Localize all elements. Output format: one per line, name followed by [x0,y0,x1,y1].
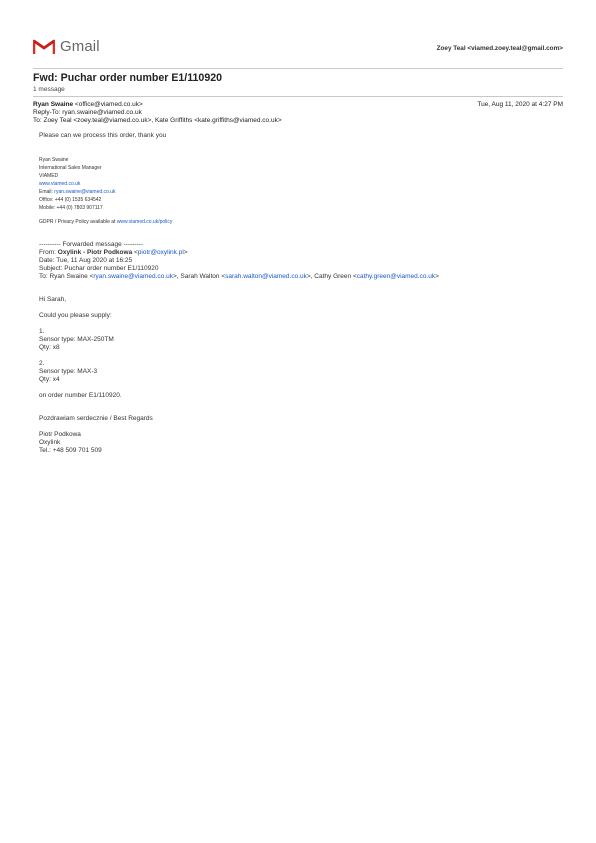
order-note: on order number E1/110920. [39,392,122,399]
signature-email-label: Email: [39,189,55,195]
gdpr-link[interactable]: www.viamed.co.uk/policy [116,219,173,225]
forward-to-sep-1: >, Sarah Walton < [172,273,226,280]
sign-company: Oxylink [39,439,61,446]
forward-sender-name: Oxylink - Piotr Podkowa [57,249,133,256]
item-1-type: Sensor type: MAX-250TM [39,336,114,343]
forward-to-label: To: Ryan Swaine < [39,273,94,280]
gdpr-label: GDPR / Privacy Policy available at [39,219,117,225]
intro-text: Please can we process this order, thank you [39,132,167,139]
forward-to-link-3[interactable]: cathy.green@viamed.co.uk [356,273,436,280]
greeting: Hi Sarah, [39,296,67,303]
sign-name: Piotr Podkowa [39,431,81,438]
gmail-logo [33,38,100,55]
forward-separator: ---------- Forwarded message --------- [39,241,143,248]
forward-bracket-close: > [183,249,188,256]
regards: Pozdrawiam serdecznie / Best Regards [39,415,153,422]
thread-subject: Fwd: Puchar order number E1/110920 [33,72,222,84]
gmail-m-icon [33,38,55,55]
signature-company: VIAMED [39,173,59,179]
recipients: To: Zoey Teal <zoey.teal@viamed.co.uk>, Kate Griffiths <kate.griffiths@viamed.co.uk> [33,117,282,124]
request-text: Could you please supply: [39,312,112,319]
sender-name: Ryan Swaine [33,101,74,108]
sender-email: <office@viamed.co.uk> [74,101,143,108]
item-2-number: 2. [39,360,45,367]
message-from [33,101,143,108]
forward-sender-email-link[interactable]: piotr@oxylink.pl [137,249,184,256]
thread-divider [33,96,563,97]
sign-tel: Tel.: +48 509 701 509 [39,447,102,454]
header-divider [33,68,563,69]
signature-name: Ryan Swaine [39,157,69,163]
forward-bracket-open: < [132,249,138,256]
item-2-type: Sensor type: MAX-3 [39,368,98,375]
forward-subject: Subject: Puchar order number E1/110920 [39,265,159,272]
forward-date: Date: Tue, 11 Aug 2020 at 16:25 [39,257,133,264]
signature-title: International Sales Manager [39,165,102,171]
signature-website-link[interactable]: www.viamed.co.uk [39,181,81,187]
signature-email-link[interactable]: ryan.swaine@viamed.co.uk [54,189,116,195]
item-1-qty: Qty: x8 [39,344,60,351]
signature-email [39,189,116,195]
forward-to-link-2[interactable]: sarah.walton@viamed.co.uk [225,273,307,280]
gdpr-notice [39,219,172,225]
reply-to: Reply-To: ryan.swaine@viamed.co.uk [33,109,142,116]
account-label: Zoey Teal <viamed.zoey.teal@gmail.com> [436,45,563,52]
forward-to-end: > [435,273,439,280]
forward-to-link-1[interactable]: ryan.swaine@viamed.co.uk [93,273,173,280]
signature-mobile: Mobile: +44 (0) 7803 907117 [39,205,103,211]
signature-office: Office: +44 (0) 1535 634542 [39,197,102,203]
gmail-wordmark: Gmail [60,38,100,55]
forward-to [39,273,439,280]
message-date: Tue, Aug 11, 2020 at 4:27 PM [477,101,563,108]
forward-from [39,249,188,256]
item-2-qty: Qty: x4 [39,376,60,383]
forward-to-sep-2: >, Cathy Green < [306,273,357,280]
item-1-number: 1. [39,328,45,335]
forward-from-label: From: [39,249,58,256]
message-count: 1 message [33,86,65,93]
